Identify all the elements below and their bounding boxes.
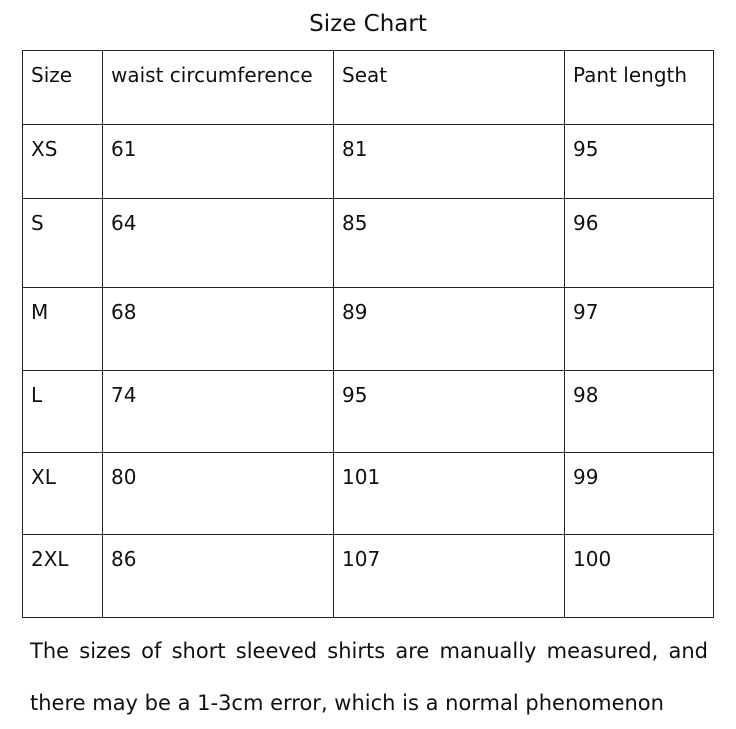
pant-length-cell: 95 bbox=[565, 125, 714, 199]
pant-length-cell: 98 bbox=[565, 371, 714, 453]
size-cell: M bbox=[23, 288, 103, 371]
size-cell: 2XL bbox=[23, 535, 103, 618]
seat-cell: 81 bbox=[334, 125, 565, 199]
waist-cell: 74 bbox=[103, 371, 334, 453]
table-row bbox=[23, 288, 714, 371]
table-row bbox=[23, 535, 714, 618]
size-chart-table bbox=[22, 50, 714, 618]
table-row bbox=[23, 453, 714, 535]
note-line-1: The sizes of short sleeved shirts are manually measured, and bbox=[30, 639, 708, 663]
size-cell: L bbox=[23, 371, 103, 453]
pant-length-cell: 96 bbox=[565, 199, 714, 288]
pant-length-cell: 99 bbox=[565, 453, 714, 535]
size-cell: XS bbox=[23, 125, 103, 199]
seat-cell: 95 bbox=[334, 371, 565, 453]
header-seat: Seat bbox=[334, 51, 565, 125]
seat-cell: 85 bbox=[334, 199, 565, 288]
header-waist: waist circumference bbox=[103, 51, 334, 125]
page-title: Size Chart bbox=[309, 11, 427, 37]
seat-cell: 107 bbox=[334, 535, 565, 618]
waist-cell: 68 bbox=[103, 288, 334, 371]
waist-cell: 80 bbox=[103, 453, 334, 535]
size-cell: XL bbox=[23, 453, 103, 535]
table-row bbox=[23, 125, 714, 199]
seat-cell: 101 bbox=[334, 453, 565, 535]
table-row bbox=[23, 199, 714, 288]
header-size: Size bbox=[23, 51, 103, 125]
measurement-note bbox=[30, 625, 708, 729]
waist-cell: 61 bbox=[103, 125, 334, 199]
waist-cell: 86 bbox=[103, 535, 334, 618]
size-cell: S bbox=[23, 199, 103, 288]
header-pant-length: Pant length bbox=[565, 51, 714, 125]
waist-cell: 64 bbox=[103, 199, 334, 288]
seat-cell: 89 bbox=[334, 288, 565, 371]
table-header-row bbox=[23, 51, 714, 125]
note-line-2: there may be a 1-3cm error, which is a normal phenomenon bbox=[30, 691, 664, 715]
pant-length-cell: 100 bbox=[565, 535, 714, 618]
table-row bbox=[23, 371, 714, 453]
pant-length-cell: 97 bbox=[565, 288, 714, 371]
